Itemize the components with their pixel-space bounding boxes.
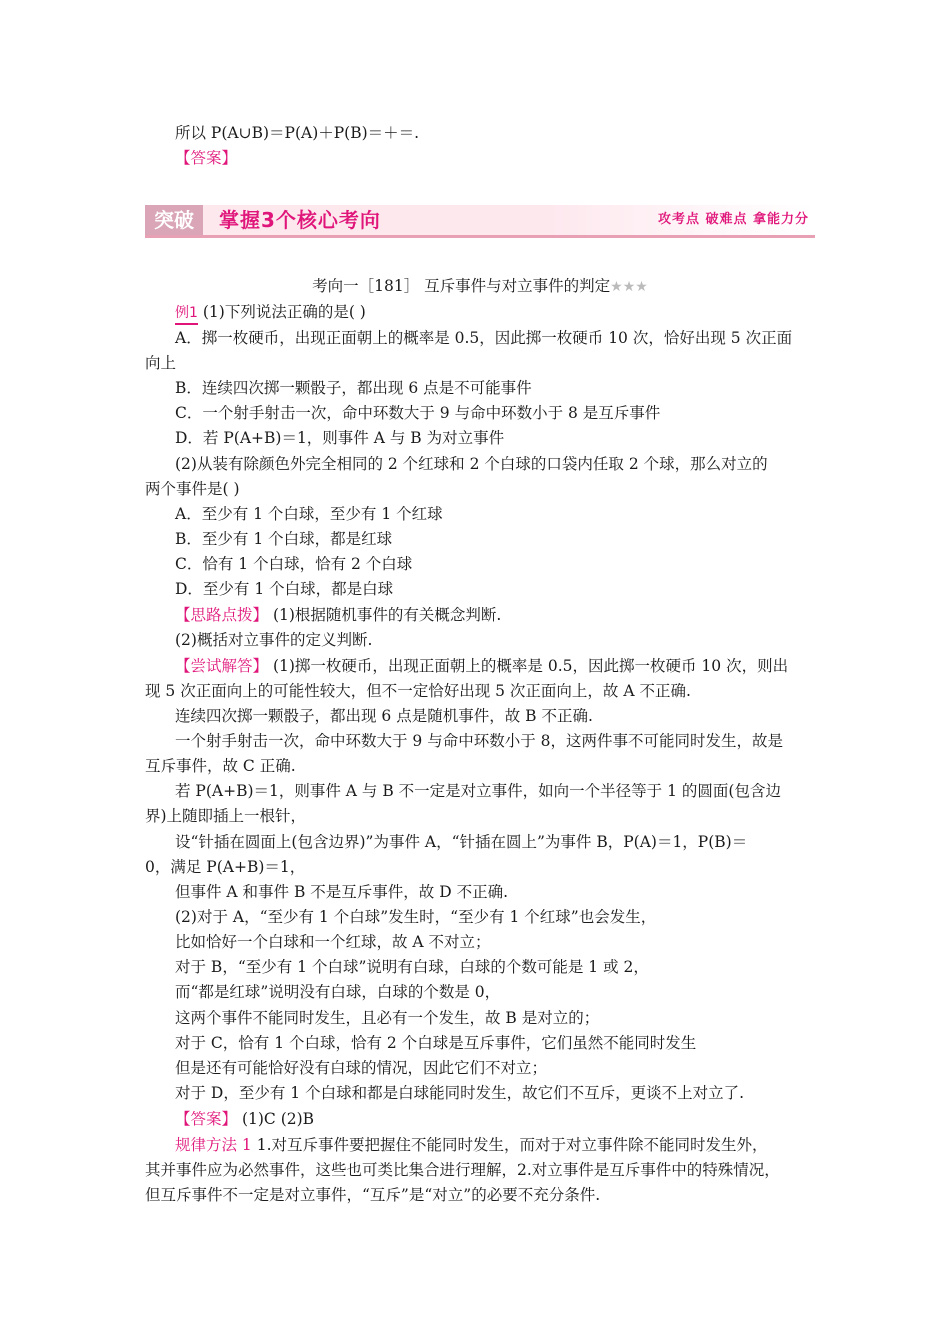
solution-line-14: 而“都是红球”说明没有白球，白球的个数是 0， (175, 983, 501, 1001)
solution-line-3: 连续四次掷一颗骰子，都出现 6 点是随机事件，故 B 不正确. (175, 707, 593, 725)
solution-line-7: 界)上随即插上一根针， (145, 807, 307, 825)
example-q1-text: (1)下列说法正确的是( ) (202, 303, 366, 321)
banner-tag: 突破 (145, 205, 203, 235)
q2-option-c: C．恰有 1 个白球，恰有 2 个白球 (175, 555, 413, 573)
q2-option-d: D．至少有 1 个白球，都是白球 (175, 580, 394, 598)
solution-line-13: 对于 B，“至少有 1 个白球”说明有白球，白球的个数可能是 1 或 2， (175, 958, 649, 976)
solution-line-18: 对于 D，至少有 1 个白球和都是白球能同时发生，故它们不互斥，更谈不上对立了. (175, 1084, 744, 1102)
section-heading (145, 276, 815, 297)
solution-line-6: 若 P(A+B)＝1，则事件 A 与 B 不一定是对立事件，如向一个半径等于 1 的圆面(包含边 (175, 782, 781, 800)
q2-option-b: B．至少有 1 个白球，都是红球 (175, 530, 393, 548)
solution-line-1 (175, 656, 788, 676)
rule-line-1 (175, 1135, 768, 1155)
hint-line-1 (175, 605, 501, 625)
rule-line-2: 其并事件应为必然事件，这些也可类比集合进行理解，2.对立事件是互斥事件中的特殊情况， (145, 1161, 780, 1179)
rule-text-1: 1.对互斥事件要把握住不能同时发生，而对于对立事件除不能同时发生外， (256, 1136, 768, 1154)
answer-value: (1)C (2)B (241, 1110, 315, 1128)
example-label: 例1 (175, 303, 198, 325)
solution-line-12: 比如恰好一个白球和一个红球，故 A 不对立； (175, 933, 491, 951)
q1-option-a: A．掷一枚硬币，出现正面朝上的概率是 0.5，因此掷一枚硬币 10 次，恰好出现 5 次正面 (175, 329, 793, 347)
solution-line-17: 但是还有可能恰好没有白球的情况，因此它们不对立； (175, 1059, 548, 1077)
rule-label: 规律方法 1 (175, 1136, 252, 1154)
banner-title: 掌握3个核心考向 (219, 208, 381, 232)
answer-label: 【答案】 (175, 1110, 238, 1128)
rule-line-3: 但互斥事件不一定是对立事件，“互斥”是“对立”的必要不充分条件. (145, 1186, 601, 1204)
section-banner (145, 205, 815, 238)
hint-line-2: (2)概括对立事件的定义判断. (175, 631, 373, 649)
q1-option-c: C．一个射手射击一次，命中环数大于 9 与命中环数小于 8 是互斥事件 (175, 404, 661, 422)
hint-text-1: (1)根据随机事件的有关概念判断. (272, 606, 502, 624)
example-question-2: (2)从装有除颜色外完全相同的 2 个红球和 2 个白球的口袋内任取 2 个球，那么对立的 (175, 455, 768, 473)
section-heading-text: 考向一［181］ 互斥事件与对立事件的判定 (312, 277, 611, 295)
solution-label: 【尝试解答】 (175, 657, 269, 675)
solution-line-8: 设“针插在圆面上(包含边界)”为事件 A，“针插在圆上”为事件 B，P(A)＝1，P(B)＝ (175, 833, 748, 851)
q1-option-a-cont: 向上 (145, 354, 177, 372)
hint-label: 【思路点拨】 (175, 606, 269, 624)
intro-line: 所以 P(A∪B)＝P(A)＋P(B)＝＋＝. (175, 124, 420, 142)
solution-line-10: 但事件 A 和事件 B 不是互斥事件，故 D 不正确. (175, 883, 509, 901)
solution-line-11: (2)对于 A，“至少有 1 个白球”发生时，“至少有 1 个红球”也会发生， (175, 908, 657, 926)
example-question-1 (175, 302, 366, 325)
intro-answer-label: 【答案】 (175, 149, 238, 167)
q1-option-b: B．连续四次掷一颗骰子，都出现 6 点是不可能事件 (175, 379, 532, 397)
solution-line-5: 互斥事件，故 C 正确. (145, 757, 296, 775)
solution-line-16: 对于 C，恰有 1 个白球，恰有 2 个白球是互斥事件，它们虽然不能同时发生 (175, 1034, 697, 1052)
banner-slogan: 攻考点 破难点 拿能力分 (657, 212, 809, 227)
q1-option-d: D．若 P(A+B)＝1，则事件 A 与 B 为对立事件 (175, 429, 505, 447)
solution-line-2: 现 5 次正面向上的可能性较大，但不一定恰好出现 5 次正面向上，故 A 不正确. (145, 682, 691, 700)
solution-line-4: 一个射手射击一次，命中环数大于 9 与命中环数小于 8，这两件事不可能同时发生，故是 (175, 732, 784, 750)
q2-option-a: A．至少有 1 个白球，至少有 1 个红球 (175, 505, 443, 523)
solution-text-1: (1)掷一枚硬币，出现正面朝上的概率是 0.5，因此掷一枚硬币 10 次，则出 (272, 657, 789, 675)
answer-line (175, 1109, 314, 1129)
example-question-2-cont: 两个事件是( ) (145, 480, 240, 498)
solution-line-9: 0，满足 P(A+B)＝1， (145, 858, 306, 876)
difficulty-stars-icon: ★★★ (610, 279, 648, 295)
solution-line-15: 这两个事件不能同时发生，且必有一个发生，故 B 是对立的； (175, 1009, 600, 1027)
